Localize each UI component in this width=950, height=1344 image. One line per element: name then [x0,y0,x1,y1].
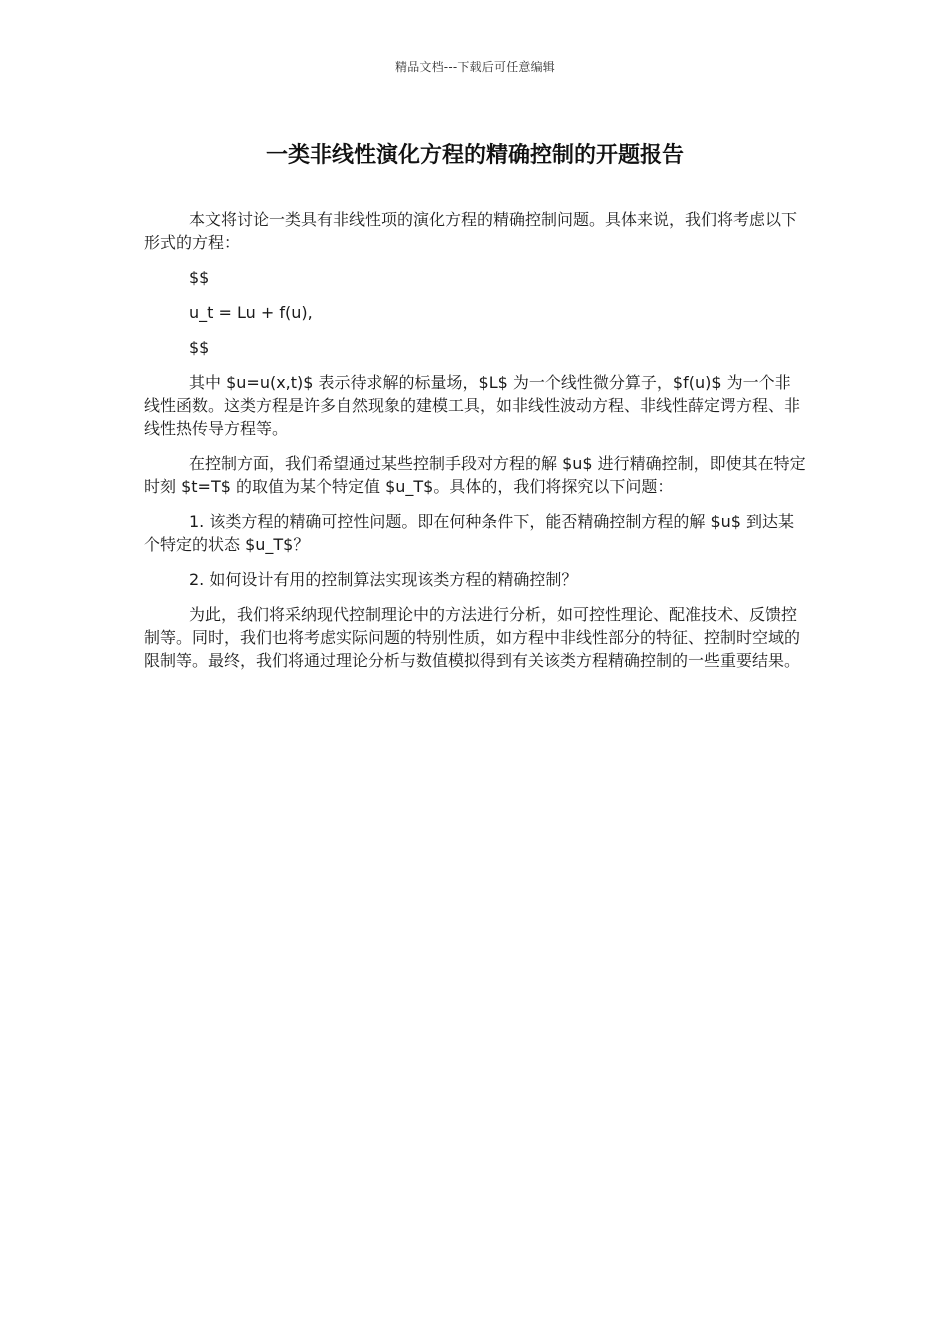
paragraph-control-goal: 在控制方面，我们希望通过某些控制手段对方程的解 $u$ 进行精确控制，即使其在特定时刻 $t=T$ 的取值为某个特定值 $u_T$。具体的，我们将探究以下问题： [144,454,806,496]
formula-equation: u_t = Lu + f(u), [189,303,313,322]
document-body [144,208,806,684]
document-title: 一类非线性演化方程的精确控制的开题报告 [265,143,684,168]
list-item-question-1: 1. 该类方程的精确可控性问题。即在何种条件下，能否精确控制方程的解 $u$ 到达某个特定的状态 $u_T$？ [144,512,795,554]
paragraph-intro: 本文将讨论一类具有非线性项的演化方程的精确控制问题。具体来说，我们将考虑以下形式的方程： [144,210,798,252]
list-item-question-2: 2. 如何设计有用的控制算法实现该类方程的精确控制？ [189,570,578,589]
header-note: 精品文档---下载后可任意编辑 [395,60,555,74]
paragraph-definitions: 其中 $u=u(x,t)$ 表示待求解的标量场，$L$ 为一个线性微分算子，$f(u)$ 为一个非线性函数。这类方程是许多自然现象的建模工具，如非线性波动方程、非线性薛定谔方程、非线性热传导方程等。 [144,373,801,438]
paragraph-methods: 为此，我们将采纳现代控制理论中的方法进行分析，如可控性理论、配准技术、反馈控制等。同时，我们也将考虑实际问题的特别性质，如方程中非线性部分的特征、控制时空域的限制等。最终，我们将通过理论分析与数值模拟得到有关该类方程精确控制的一些重要结果。 [144,605,801,670]
formula-delimiter-close: $$ [189,338,210,357]
formula-delimiter-open: $$ [189,268,210,287]
